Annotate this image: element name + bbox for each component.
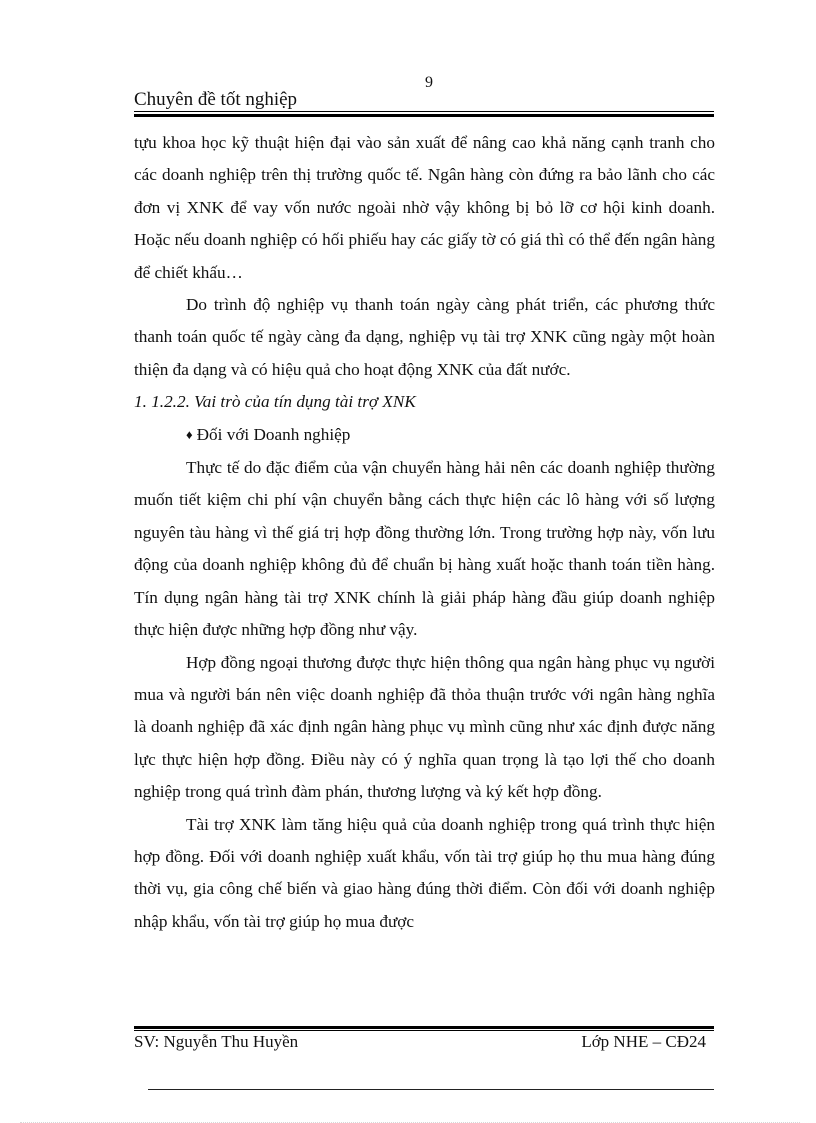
footer-rule-thick — [134, 1026, 714, 1029]
header-rule-thick — [134, 114, 714, 117]
page-number: 9 — [425, 74, 433, 91]
bullet-heading-text: Đối với Doanh nghiệp — [196, 424, 351, 444]
paragraph-foreign-trade-contract: Hợp đồng ngoại thương được thực hiện thông qua ngân hàng phục vụ người mua và người bán nên việc doanh nghiệp đã thỏa thuận trước với ngân hàng nghĩa là doanh nghiệp đã xác định ngân hàng phục vụ mình cũng như xác định được năng lực thực hiện hợp đồng. Điều này có ý nghĩa quan trọng là tạo lợi thế cho doanh nghiệp trong quá trình đàm phán, thương lượng và ký kết hợp đồng. — [134, 652, 715, 802]
paragraph-payment-development: Do trình độ nghiệp vụ thanh toán ngày càng phát triển, các phương thức thanh toán quốc tế ngày càng đa dạng, nghiệp vụ tài trợ XNK cũng ngày một hoàn thiện đa dạng và có hiệu quả cho hoạt động XNK của đất nước. — [134, 295, 715, 379]
paragraph-shipping: Thực tế do đặc điểm của vận chuyển hàng hải nên các doanh nghiệp thường muốn tiết kiệm chi phí vận chuyển bằng cách thực hiện các lô hàng với số lượng nguyên tàu hàng vì thế giá trị hợp đồng thường lớn. Trong trường hợp này, vốn lưu động của doanh nghiệp không đủ để chuẩn bị hàng xuất hoặc thanh toán tiền hàng. Tín dụng ngân hàng tài trợ XNK chính là giải pháp hàng đầu giúp doanh nghiệp thực hiện được những hợp đồng như vậy. — [134, 458, 715, 640]
header-rule-thin — [134, 111, 714, 112]
bullet-heading — [134, 419, 715, 452]
diamond-bullet-icon: ♦ — [186, 426, 193, 442]
document-body — [134, 127, 715, 938]
section-heading: 1. 1.2.2. Vai trò của tín dụng tài trợ XNK — [134, 392, 416, 412]
footer-class: Lớp NHE – CĐ24 — [581, 1032, 706, 1051]
page-bottom-rule — [148, 1089, 714, 1090]
footer-student-name: SV: Nguyễn Thu Huyền — [134, 1032, 299, 1051]
paragraph-continued: tựu khoa học kỹ thuật hiện đại vào sản xuất để nâng cao khả năng cạnh tranh cho các doanh nghiệp trên thị trường quốc tế. Ngân hàng còn đứng ra bảo lãnh cho các đơn vị XNK để vay vốn nước ngoài nhờ vậy không bị bỏ lỡ cơ hội kinh doanh. Hoặc nếu doanh nghiệp có hối phiếu hay các giấy tờ có giá thì có thể đến ngân hàng để chiết khấu… — [134, 133, 715, 282]
paragraph-efficiency: Tài trợ XNK làm tăng hiệu quả của doanh nghiệp trong quá trình thực hiện hợp đồng. Đối với doanh nghiệp xuất khẩu, vốn tài trợ giúp họ thu mua hàng đúng thời vụ, gia công chế biến và giao hàng đúng thời điểm. Còn đối với doanh nghiệp nhập khẩu, vốn tài trợ giúp họ mua được — [134, 814, 715, 931]
header-title: Chuyên đề tốt nghiệp — [134, 89, 298, 110]
